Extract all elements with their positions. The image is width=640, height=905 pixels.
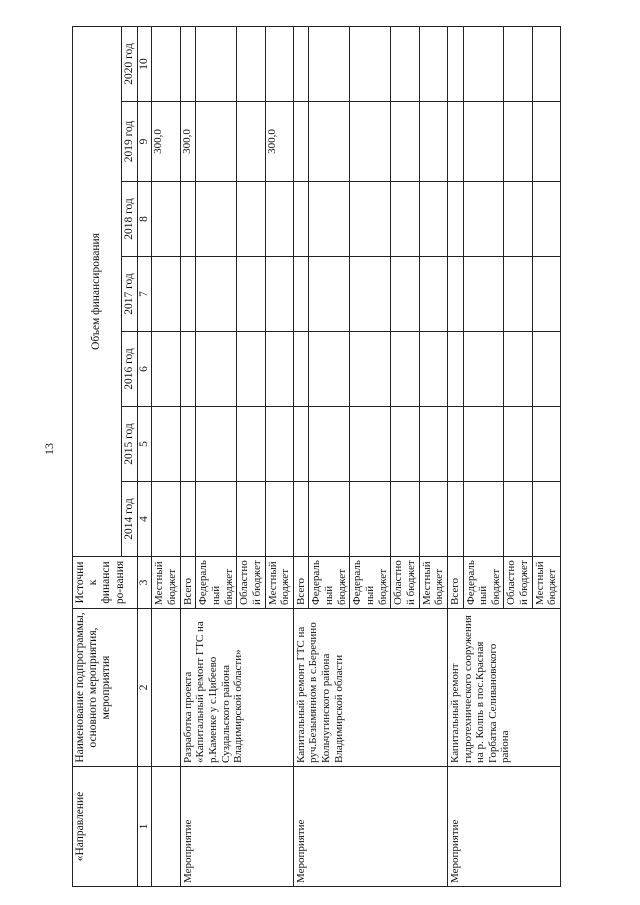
value-cell: 300,0 (265, 102, 293, 182)
header-year: 2015 год (122, 407, 138, 482)
value-cell (309, 182, 350, 257)
column-number: 3 (138, 557, 152, 609)
source-cell: Местный бюджет (419, 557, 447, 609)
source-cell: Местный бюджет (152, 557, 180, 609)
value-cell (532, 182, 560, 257)
value-cell (419, 407, 447, 482)
source-cell: Федеральный бюджет (196, 557, 237, 609)
value-cell (391, 482, 419, 557)
header-year: 2016 год (122, 332, 138, 407)
value-cell (463, 102, 504, 182)
value-cell (196, 407, 237, 482)
value-cell (309, 407, 350, 482)
direction-cell (152, 767, 180, 887)
value-cell (463, 26, 504, 101)
source-cell: Местный бюджет (532, 557, 560, 609)
value-cell (265, 182, 293, 257)
value-cell (265, 407, 293, 482)
direction-cell: Мероприятие (293, 767, 447, 887)
header-volume: Объем финансирования (73, 26, 122, 556)
value-cell (152, 332, 180, 407)
value-cell (293, 257, 309, 332)
column-number: 2 (138, 609, 152, 767)
value-cell (237, 102, 265, 182)
value-cell (180, 482, 196, 557)
value-cell (265, 257, 293, 332)
direction-cell: Мероприятие (447, 767, 560, 887)
value-cell (180, 182, 196, 257)
financing-table (72, 26, 561, 887)
value-cell (180, 407, 196, 482)
value-cell (391, 182, 419, 257)
table-row (447, 26, 463, 886)
value-cell (196, 26, 237, 101)
value-cell (391, 257, 419, 332)
value-cell (309, 26, 350, 101)
value-cell (463, 482, 504, 557)
column-number: 8 (138, 182, 152, 257)
value-cell (532, 407, 560, 482)
value-cell (196, 332, 237, 407)
column-number: 9 (138, 102, 152, 182)
value-cell (504, 182, 532, 257)
value-cell (419, 26, 447, 101)
value-cell (350, 482, 391, 557)
value-cell (309, 482, 350, 557)
source-cell: Местный бюджет (265, 557, 293, 609)
value-cell (504, 26, 532, 101)
source-cell: Областной бюджет (391, 557, 419, 609)
value-cell (447, 26, 463, 101)
header-source: Источник финансиро-вания (73, 557, 138, 609)
value-cell (463, 257, 504, 332)
source-cell: Всего (447, 557, 463, 609)
value-cell (447, 332, 463, 407)
value-cell (293, 332, 309, 407)
value-cell (293, 26, 309, 101)
value-cell (196, 182, 237, 257)
value-cell (504, 102, 532, 182)
name-cell: Капитальный ремонт гидротехнического сооружения на р. Колпь в пос.Красная Горбатка Селивановского района (447, 609, 560, 767)
value-cell (532, 257, 560, 332)
direction-cell: Мероприятие (180, 767, 293, 887)
value-cell (180, 26, 196, 101)
value-cell (504, 482, 532, 557)
name-cell: Капитальный ремонт ГТС на руч.Безымянном в с.Беречино Кольчугинского района Владимирской области (293, 609, 447, 767)
value-cell (152, 26, 180, 101)
value-cell (463, 332, 504, 407)
value-cell (419, 257, 447, 332)
table-row (293, 26, 309, 886)
value-cell (152, 182, 180, 257)
value-cell: 300,0 (152, 102, 180, 182)
value-cell (293, 482, 309, 557)
value-cell (504, 407, 532, 482)
source-cell: Всего (180, 557, 196, 609)
source-cell: Всего (293, 557, 309, 609)
value-cell (196, 102, 237, 182)
value-cell (463, 182, 504, 257)
value-cell (293, 407, 309, 482)
value-cell (504, 257, 532, 332)
header-year: 2018 год (122, 182, 138, 257)
table-row (152, 26, 180, 886)
value-cell (419, 482, 447, 557)
value-cell (309, 102, 350, 182)
value-cell (350, 332, 391, 407)
header-year: 2020 год (122, 26, 138, 101)
value-cell (447, 182, 463, 257)
name-cell: Разработка проекта «Капитальный ремонт ГТС на р.Каменке у с.Цибеево Суздальского района Владимирской области» (180, 609, 293, 767)
value-cell (350, 26, 391, 101)
value-cell: 300,0 (180, 102, 196, 182)
value-cell (447, 482, 463, 557)
value-cell (237, 182, 265, 257)
value-cell (265, 332, 293, 407)
value-cell (419, 332, 447, 407)
value-cell (180, 257, 196, 332)
value-cell (309, 257, 350, 332)
value-cell (391, 332, 419, 407)
column-number: 1 (138, 767, 152, 887)
value-cell (391, 26, 419, 101)
value-cell (532, 102, 560, 182)
header-year: 2014 год (122, 482, 138, 557)
value-cell (265, 482, 293, 557)
value-cell (293, 102, 309, 182)
value-cell (463, 407, 504, 482)
table-row (180, 26, 196, 886)
value-cell (447, 257, 463, 332)
header-year: 2019 год (122, 102, 138, 182)
value-cell (532, 332, 560, 407)
value-cell (391, 102, 419, 182)
value-cell (152, 482, 180, 557)
value-cell (152, 407, 180, 482)
value-cell (350, 102, 391, 182)
value-cell (391, 407, 419, 482)
header-name: Наименование подпрограммы, основного мероприятия, мероприятия (73, 609, 138, 767)
value-cell (196, 257, 237, 332)
rotated-table-container (72, 27, 618, 887)
column-number: 6 (138, 332, 152, 407)
name-cell (152, 609, 180, 767)
header-year: 2017 год (122, 257, 138, 332)
value-cell (350, 182, 391, 257)
source-cell: Федеральный бюджет (309, 557, 350, 609)
value-cell (419, 182, 447, 257)
value-cell (447, 407, 463, 482)
value-cell (447, 102, 463, 182)
source-cell: Федеральный бюджет (350, 557, 391, 609)
value-cell (180, 332, 196, 407)
column-number: 7 (138, 257, 152, 332)
value-cell (265, 26, 293, 101)
value-cell (196, 482, 237, 557)
value-cell (237, 407, 265, 482)
value-cell (293, 182, 309, 257)
value-cell (237, 26, 265, 101)
source-cell: Областной бюджет (237, 557, 265, 609)
source-cell: Областной бюджет (504, 557, 532, 609)
value-cell (504, 332, 532, 407)
column-number: 4 (138, 482, 152, 557)
column-number: 10 (138, 26, 152, 101)
value-cell (237, 332, 265, 407)
header-direction: «Направление (73, 767, 138, 887)
page-number: 13 (42, 443, 56, 455)
value-cell (532, 26, 560, 101)
value-cell (237, 257, 265, 332)
column-number: 5 (138, 407, 152, 482)
value-cell (152, 257, 180, 332)
value-cell (419, 102, 447, 182)
column-numbers-row (138, 26, 152, 886)
value-cell (237, 482, 265, 557)
value-cell (350, 407, 391, 482)
value-cell (350, 257, 391, 332)
value-cell (309, 332, 350, 407)
value-cell (532, 482, 560, 557)
source-cell: Федеральный бюджет (463, 557, 504, 609)
table-body (152, 26, 561, 886)
